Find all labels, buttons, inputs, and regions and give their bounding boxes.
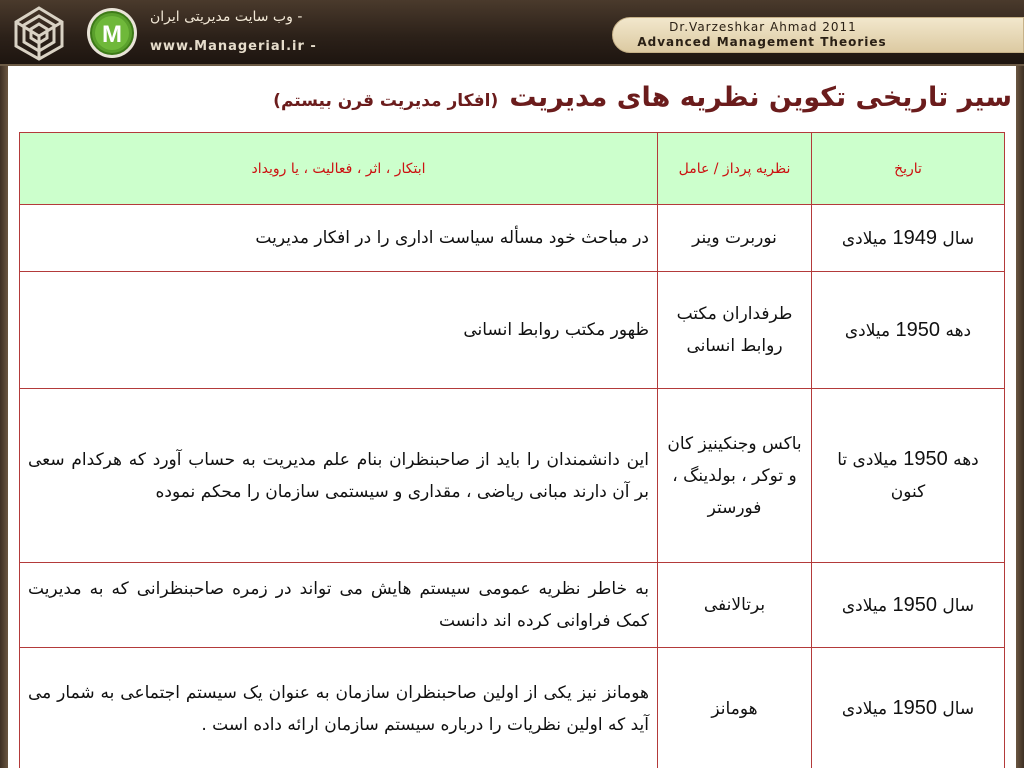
slide-title-main: سیر تاریخی تکوین نظریه های مدیریت — [509, 82, 1012, 113]
cell-event: به خاطر نظریه عمومی سیستم هایش می تواند در زمره صاحبنظرانی که به مدیریت کمک فراوانی کرده اند دانست — [20, 563, 658, 648]
table-row — [20, 648, 1005, 768]
cell-theorist: هومانز — [658, 648, 812, 768]
table-row — [20, 205, 1005, 272]
frame-left-border — [0, 66, 8, 768]
cell-theorist: برتالانفی — [658, 563, 812, 648]
slide-title — [30, 82, 1012, 122]
cell-theorist: باکس وجنکینیز کان و توکر ، بولدینگ ، فورستر — [658, 389, 812, 563]
frame-right-border — [1016, 66, 1024, 768]
table-row — [20, 389, 1005, 563]
site-url[interactable]: www.Managerial.ir - — [150, 39, 317, 54]
site-title: - وب سایت مدیریتی ایران — [150, 9, 303, 25]
header-bar — [0, 0, 1024, 66]
table-header-row — [20, 133, 1005, 205]
header-event: ابتکار ، اثر ، فعالیت ، یا رویداد — [20, 133, 658, 205]
table-row — [20, 272, 1005, 389]
author-banner — [612, 17, 1024, 53]
knot-logo-icon — [4, 4, 74, 62]
cell-event: ظهور مکتب روابط انسانی — [20, 272, 658, 389]
slide-title-sub: (افکار مدیریت قرن بیستم) — [273, 91, 499, 111]
cell-event: در مباحث خود مسأله سیاست اداری را در افکار مدیریت — [20, 205, 658, 272]
cell-date: سال 1950 میلادی — [812, 648, 1005, 768]
cell-event: هومانز نیز یکی از اولین صاحبنظران سازمان به عنوان یک سیستم اجتماعی به شمار می آید که اولین نظریات را درباره سیستم سازمان ارائه داده است . — [20, 648, 658, 768]
cell-theorist: طرفداران مکتب روابط انسانی — [658, 272, 812, 389]
cell-date: دهه 1950 میلادی — [812, 272, 1005, 389]
managerial-logo-icon — [86, 7, 138, 59]
table-row — [20, 563, 1005, 648]
cell-theorist: نوربرت وینر — [658, 205, 812, 272]
course-title: Advanced Management Theories — [637, 35, 887, 49]
cell-date: سال 1950 میلادی — [812, 563, 1005, 648]
header-theorist: نظریه پرداز / عامل — [658, 133, 812, 205]
header-date: تاریخ — [812, 133, 1005, 205]
cell-date: سال 1949 میلادی — [812, 205, 1005, 272]
cell-event: این دانشمندان را باید از صاحبنظران بنام علم مدیریت به حساب آورد که هرکدام سعی بر آن دارند مبانی ریاضی ، مقداری و سیستمی سازمان را محکم نموده — [20, 389, 658, 563]
author-name: Dr.Varzeshkar Ahmad 2011 — [669, 20, 857, 34]
cell-date: دهه 1950 میلادی تا کنون — [812, 389, 1005, 563]
logo-letter: M — [102, 21, 122, 48]
history-table — [19, 132, 1005, 768]
